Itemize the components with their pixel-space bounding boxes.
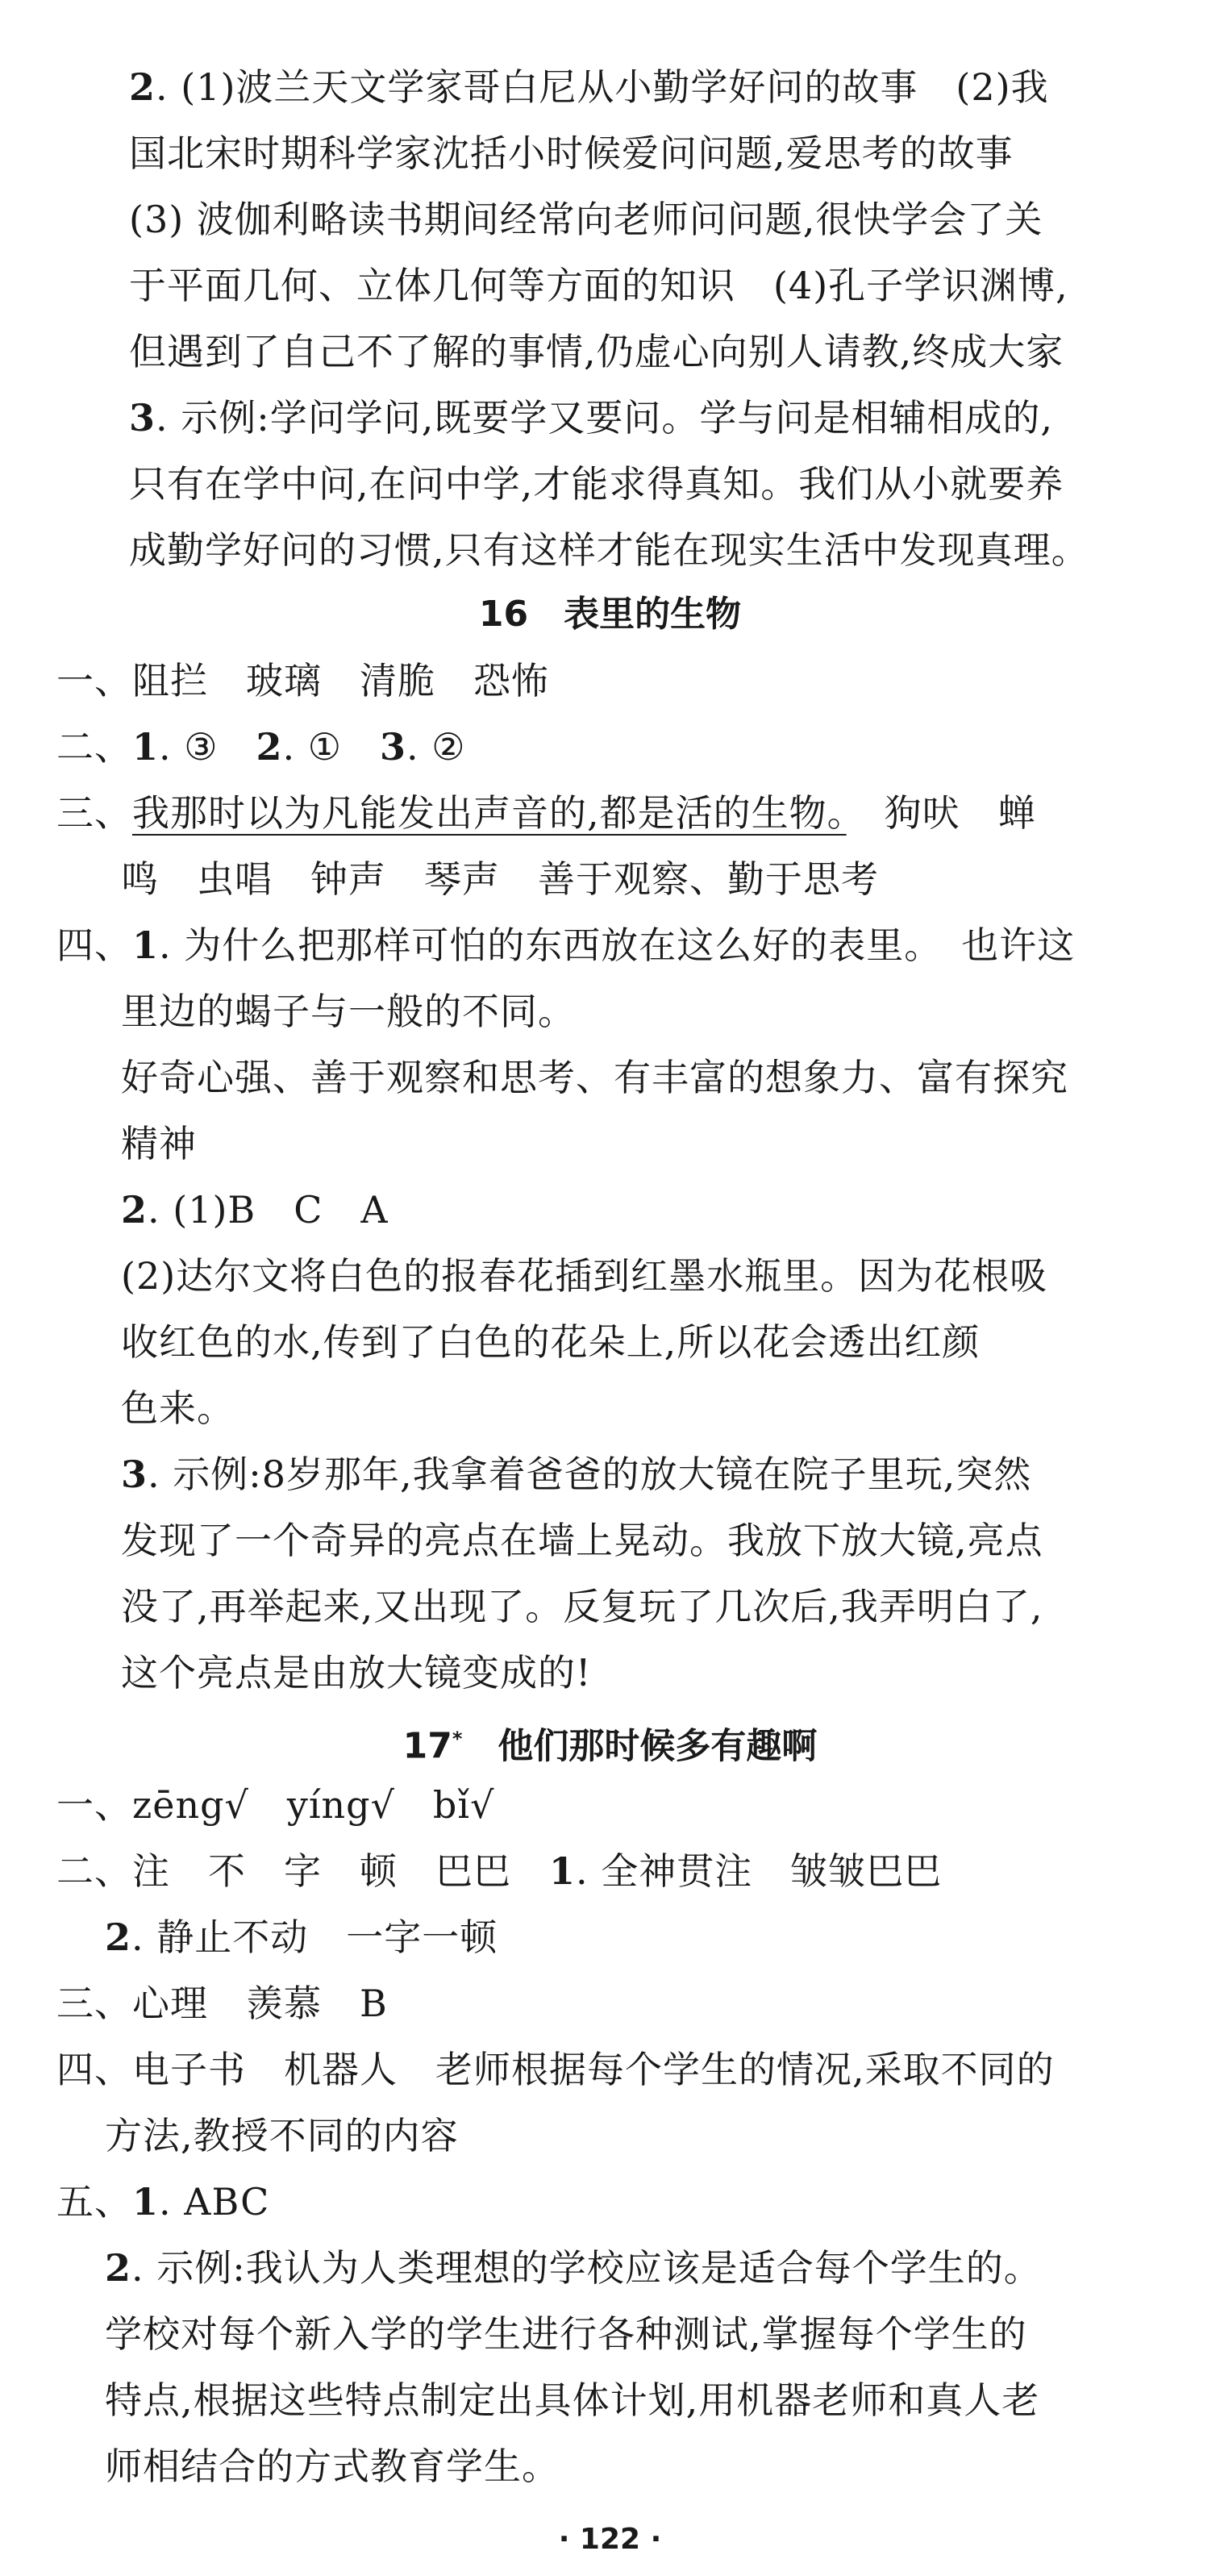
underlined-text: 我那时以为凡能发出声音的,都是活的生物。 (132, 791, 847, 835)
text-run: (2)达尔文将白色的报春花插到红墨水瓶里。因为花根吸 (121, 1254, 1048, 1298)
text-run: 精神 (121, 1122, 197, 1165)
text-run: 四、电子书 机器人 老师根据每个学生的情况,采取不同的 (56, 2048, 1055, 2091)
text-line (121, 1318, 980, 1366)
text-line (129, 526, 1089, 574)
text-run: 狗吠 蝉 (846, 791, 1036, 835)
text-line (56, 2045, 1055, 2094)
item-number: 1 (132, 2180, 160, 2224)
text-run: . ABC (159, 2180, 270, 2224)
text-run: . 示例:我认为人类理想的学校应该是适合每个学生的。 (131, 2246, 1042, 2290)
text-run: 一、zēng√ yíng√ bǐ√ (56, 1783, 495, 1827)
text-run: 17 (402, 1725, 452, 1767)
item-number: 3 (121, 1453, 148, 1496)
text-run: 师相结合的方式教育学生。 (105, 2445, 560, 2488)
text-line (121, 855, 879, 903)
text-line (121, 1053, 1068, 1102)
text-run: . 静止不动 一字一顿 (131, 1915, 498, 1959)
text-run: . ② (406, 725, 466, 769)
text-run: 好奇心强、善于观察和思考、有丰富的想象力、富有探究 (121, 1056, 1068, 1099)
section-heading (0, 590, 1220, 639)
text-line (129, 195, 1043, 244)
text-line (56, 1781, 494, 1829)
text-line (56, 789, 1036, 837)
text-line (129, 327, 1064, 376)
text-line (105, 2111, 459, 2160)
item-number: 1 (132, 725, 160, 769)
section-heading (0, 1715, 1220, 1771)
text-line (105, 2376, 1039, 2424)
text-line (121, 1119, 197, 1168)
text-run: 二、 (56, 725, 132, 769)
text-line (105, 2442, 560, 2491)
text-run: 成勤学好问的习惯,只有这样才能在现实生活中发现真理。 (129, 528, 1089, 572)
text-run: 里边的蝎子与一般的不同。 (121, 990, 576, 1033)
text-line (56, 657, 549, 705)
text-line (56, 1979, 388, 2028)
text-run: . 为什么把那样可怕的东西放在这么好的表里。 也许这 (159, 923, 1076, 967)
text-run: 一、阻拦 玻璃 清脆 恐怖 (56, 659, 549, 702)
text-run: . ① (282, 725, 380, 769)
text-run: . ③ (159, 725, 256, 769)
text-line (105, 1913, 498, 1961)
text-run: (3) 波伽利略读书期间经常向老师问问题,很快学会了关 (129, 198, 1043, 241)
text-run: 学校对每个新入学的学生进行各种测试,掌握每个学生的 (105, 2312, 1027, 2356)
text-run: 只有在学中问,在问中学,才能求得真知。我们从小就要养 (129, 462, 1064, 506)
text-run: . 示例:8岁那年,我拿着爸爸的放大镜在院子里玩,突然 (148, 1453, 1032, 1496)
text-line (121, 1582, 1043, 1631)
text-run: 四、 (56, 923, 132, 967)
text-line (56, 723, 466, 771)
text-line (121, 1384, 235, 1432)
text-line (105, 2244, 1042, 2292)
text-run: 于平面几何、立体几何等方面的知识 (4)孔子学识渊博, (129, 264, 1068, 307)
text-line (121, 1516, 1043, 1565)
item-number: 1 (132, 923, 160, 967)
text-run: . 全神贯注 皱皱巴巴 (576, 1849, 943, 1893)
text-run: 三、心理 羡慕 B (56, 1982, 388, 2025)
page-number: · 122 · (558, 2523, 662, 2556)
text-line (129, 129, 1014, 177)
text-line (129, 261, 1068, 310)
text-run: 收红色的水,传到了白色的花朵上,所以花会透出红颜 (121, 1320, 981, 1364)
item-number: 3 (129, 396, 156, 440)
text-run: 特点,根据这些特点制定出具体计划,用机器老师和真人老 (105, 2378, 1040, 2422)
text-line (56, 921, 1075, 969)
text-line (129, 394, 1053, 442)
text-run: 鸣 虫唱 钟声 琴声 善于观察、勤于思考 (121, 857, 879, 901)
text-line (105, 2310, 1027, 2358)
text-run: * (452, 1728, 463, 1750)
text-run: 方法,教授不同的内容 (105, 2114, 459, 2157)
text-line (121, 1450, 1031, 1498)
text-line (129, 63, 1049, 111)
text-line (121, 1252, 1047, 1300)
text-run: . 示例:学问学问,既要学又要问。学与问是相辅相成的, (156, 396, 1054, 440)
item-number: 1 (549, 1849, 577, 1893)
text-line (56, 2178, 269, 2226)
text-run: 16 表里的生物 (478, 594, 742, 635)
text-run: 他们那时候多有趣啊 (462, 1725, 818, 1767)
text-run: 国北宋时期科学家沈括小时候爱问问题,爱思考的故事 (129, 131, 1014, 175)
text-run: . (1)波兰天文学家哥白尼从小勤学好问的故事 (2)我 (156, 65, 1049, 109)
item-number: 2 (105, 2246, 132, 2290)
text-run: . (1)B C A (148, 1188, 389, 1232)
item-number: 2 (105, 1915, 132, 1959)
text-line (121, 1649, 592, 1697)
text-line (56, 1847, 942, 1895)
item-number: 2 (121, 1188, 148, 1232)
text-run: 二、注 不 字 顿 巴巴 (56, 1849, 549, 1893)
text-run: 这个亮点是由放大镜变成的! (121, 1651, 592, 1694)
text-run: 五、 (56, 2180, 132, 2224)
text-run: 三、 (56, 791, 132, 835)
text-run: 发现了一个奇异的亮点在墙上晃动。我放下放大镜,亮点 (121, 1519, 1043, 1562)
text-line (129, 460, 1064, 508)
item-number: 3 (380, 725, 407, 769)
text-run: 没了,再举起来,又出现了。反复玩了几次后,我弄明白了, (121, 1585, 1043, 1628)
text-line (121, 987, 576, 1036)
text-run: 色来。 (121, 1386, 235, 1430)
text-run: 但遇到了自己不了解的事情,仍虚心向别人请教,终成大家 (129, 330, 1064, 373)
text-line (121, 1186, 389, 1234)
item-number: 2 (256, 725, 283, 769)
item-number: 2 (129, 65, 156, 109)
